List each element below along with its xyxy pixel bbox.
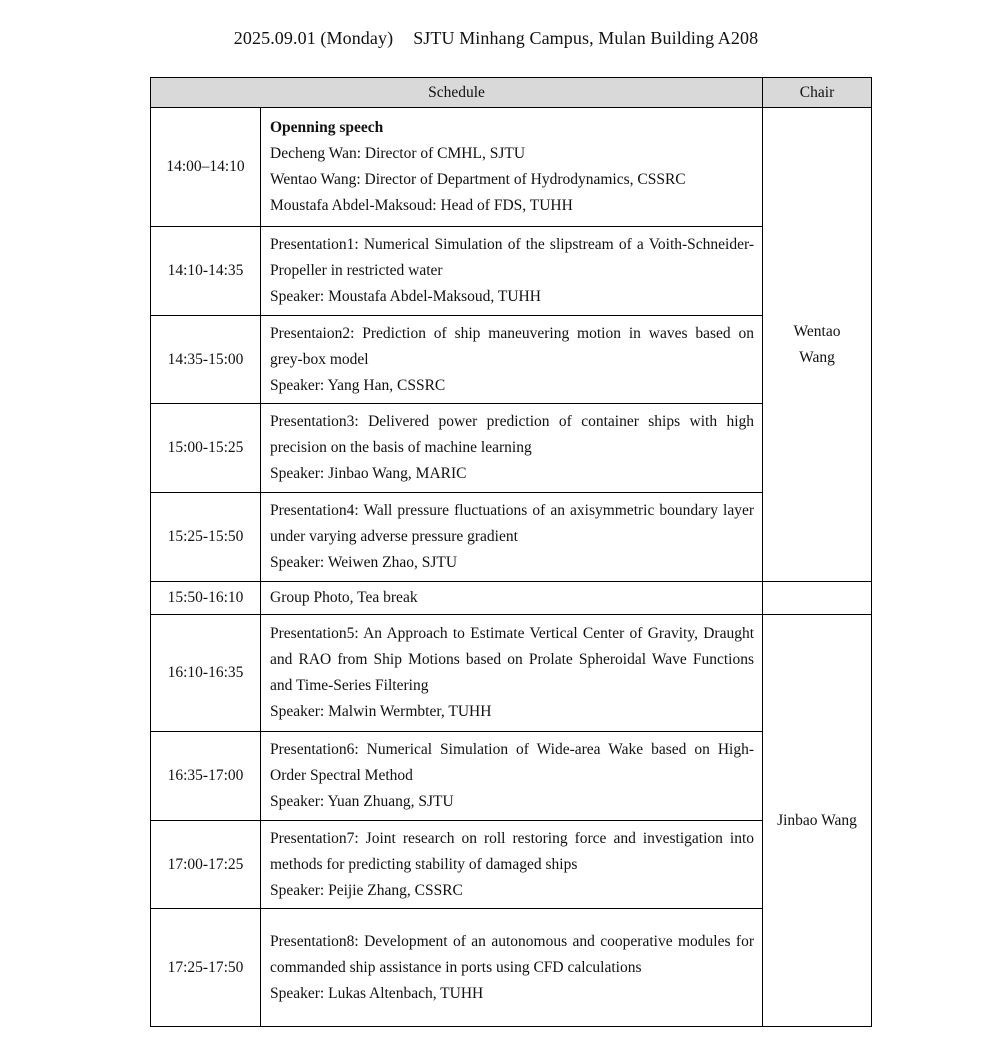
session-content xyxy=(261,582,763,615)
opening-line: Moustafa Abdel-Maksoud: Head of FDS, TUHH xyxy=(270,197,573,214)
time-slot: 17:25-17:50 xyxy=(151,909,261,1027)
empty-chair-cell xyxy=(763,582,872,615)
chair-name-first: Wentao xyxy=(793,322,841,340)
session-content xyxy=(261,615,763,732)
chair-name-last: Wang xyxy=(799,348,835,366)
session-title: Openning speech xyxy=(270,119,384,136)
presentation-title: Presentation7: Joint research on roll restoring force and investigation into methods for predicting stability of damaged ships xyxy=(270,829,755,873)
time-slot: 16:35-17:00 xyxy=(151,732,261,821)
time-slot: 15:25-15:50 xyxy=(151,493,261,582)
session-content xyxy=(261,316,763,404)
speaker: Speaker: Moustafa Abdel-Maksoud, TUHH xyxy=(270,288,541,305)
session-content xyxy=(261,821,763,909)
presentation-title: Presentation1: Numerical Simulation of the slipstream of a Voith-Schneider-Propeller in restricted water xyxy=(270,236,755,279)
session-content xyxy=(261,404,763,493)
time-slot: 15:50-16:10 xyxy=(151,582,261,615)
schedule-column-header: Schedule xyxy=(151,78,763,108)
session-content xyxy=(261,909,763,1027)
opening-line: Wentao Wang: Director of Department of Hydrodynamics, CSSRC xyxy=(270,171,686,188)
session-content xyxy=(261,227,763,316)
presentation-title: Presentation6: Numerical Simulation of Wide-area Wake based on High-Order Spectral Method xyxy=(270,741,755,784)
presentation-title: Presentation8: Development of an autonomous and cooperative modules for commanded ship assistance in ports using CFD calculations xyxy=(270,932,755,976)
session-content xyxy=(261,732,763,821)
break-label: Group Photo, Tea break xyxy=(270,589,418,606)
speaker: Speaker: Yuan Zhuang, SJTU xyxy=(270,793,454,810)
schedule-table xyxy=(150,77,872,1027)
session-chair xyxy=(763,108,872,582)
speaker: Speaker: Weiwen Zhao, SJTU xyxy=(270,554,458,571)
time-slot: 14:10-14:35 xyxy=(151,227,261,316)
session-content xyxy=(261,493,763,582)
time-slot: 14:00–14:10 xyxy=(151,108,261,227)
speaker: Speaker: Malwin Wermbter, TUHH xyxy=(270,703,492,720)
event-date: 2025.09.01 (Monday) xyxy=(233,28,394,48)
chair-column-header: Chair xyxy=(763,78,872,108)
page-title xyxy=(0,28,992,49)
time-slot: 17:00-17:25 xyxy=(151,821,261,909)
speaker: Speaker: Lukas Altenbach, TUHH xyxy=(270,984,484,1002)
presentation-title: Presentation3: Delivered power prediction of container ships with high precision on the basis of machine learning xyxy=(270,413,755,456)
table-row xyxy=(151,108,872,227)
presentation-title: Presentation5: An Approach to Estimate Vertical Center of Gravity, Draught and RAO from Ship Motions based on Prolate Spheroidal Wave Functions and Time-Series Filtering xyxy=(270,625,755,694)
speaker: Speaker: Jinbao Wang, MARIC xyxy=(270,465,467,482)
time-slot: 14:35-15:00 xyxy=(151,316,261,404)
session-chair: Jinbao Wang xyxy=(763,615,872,1027)
presentation-title: Presentaion2: Prediction of ship maneuvering motion in waves based on grey-box model xyxy=(270,324,755,368)
table-row xyxy=(151,615,872,732)
time-slot: 16:10-16:35 xyxy=(151,615,261,732)
session-content xyxy=(261,108,763,227)
opening-line: Decheng Wan: Director of CMHL, SJTU xyxy=(270,145,526,162)
speaker: Speaker: Peijie Zhang, CSSRC xyxy=(270,881,463,899)
table-row xyxy=(151,582,872,615)
speaker: Speaker: Yang Han, CSSRC xyxy=(270,376,446,394)
table-header-row xyxy=(151,78,872,108)
presentation-title: Presentation4: Wall pressure fluctuations of an axisymmetric boundary layer under varying adverse pressure gradient xyxy=(270,502,755,545)
event-venue: SJTU Minhang Campus, Mulan Building A208 xyxy=(413,28,759,48)
time-slot: 15:00-15:25 xyxy=(151,404,261,493)
